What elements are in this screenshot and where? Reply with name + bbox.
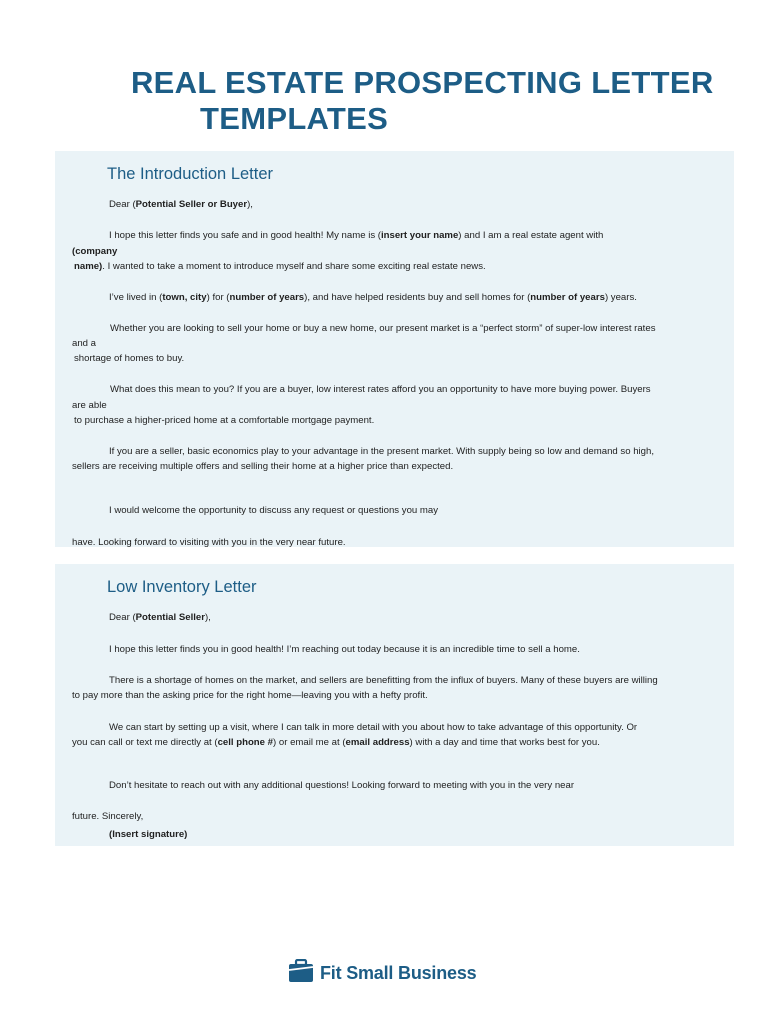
low-inventory-letter-card: [55, 564, 734, 846]
intro-p4-line2: are able: [72, 400, 107, 411]
inventory-p4-line1: Don’t hesitate to reach out with any additional questions! Looking forward to meeting with you in the very near: [109, 780, 575, 791]
intro-p3-line3: shortage of homes to buy.: [74, 353, 185, 364]
briefcase-icon: [288, 959, 314, 988]
intro-p3-line2: and a: [72, 338, 97, 349]
intro-p4-line3: to purchase a higher-priced home at a comfortable mortgage payment.: [74, 415, 375, 426]
inventory-greeting: Dear (Potential Seller),: [109, 612, 211, 623]
intro-p1-line3: name). I wanted to take a moment to introduce myself and share some exciting real estate news.: [74, 261, 486, 272]
intro-p5-line1: If you are a seller, basic economics play to your advantage in the present market. With supply being so low and demand so high,: [109, 446, 655, 457]
inventory-p2-line1: There is a shortage of homes on the market, and sellers are benefitting from the influx of buyers. Many of these buyers are willing: [109, 675, 658, 686]
intro-p4-line1: What does this mean to you? If you are a buyer, low interest rates afford you an opportunity to have more buying power. Buyers: [110, 384, 651, 395]
fit-small-business-logo: [288, 960, 476, 986]
inventory-p2-line2: to pay more than the asking price for the right home—leaving you with a hefty profit.: [72, 690, 428, 701]
intro-p3-line1: Whether you are looking to sell your home or buy a new home, our present market is a “perfect storm” of super-low interest rates: [110, 323, 656, 334]
title-line-2: TEMPLATES: [200, 101, 389, 136]
inventory-signature: (Insert signature): [109, 829, 188, 840]
intro-p5-line2: sellers are receiving multiple offers and selling their home at a higher price than expected.: [72, 461, 454, 472]
inventory-p3-line2: you can call or text me directly at (cell phone #) or email me at (email address) with a day and time that works best for you.: [72, 737, 600, 748]
intro-greeting: Dear (Potential Seller or Buyer),: [109, 199, 253, 210]
low-inventory-letter-heading: Low Inventory Letter: [107, 578, 257, 596]
introduction-letter-card: [55, 151, 734, 547]
inventory-p3-line1: We can start by setting up a visit, where I can talk in more detail with you about how to take advantage of this opportunity. Or: [109, 722, 638, 733]
intro-p1-line2: (company: [72, 246, 118, 257]
intro-p6-line2: have. Looking forward to visiting with you in the very near future.: [72, 537, 346, 547]
intro-p1-line1: I hope this letter finds you safe and in good health! My name is (insert your name) and I am a real estate agent with: [109, 230, 604, 241]
logo-text: Fit Small Business: [320, 962, 477, 983]
intro-p6-line1: I would welcome the opportunity to discuss any request or questions you may: [109, 505, 439, 516]
inventory-p1: I hope this letter finds you in good health! I’m reaching out today because it is an incredible time to sell a home.: [109, 644, 580, 655]
intro-p2: I’ve lived in (town, city) for (number of years), and have helped residents buy and sell homes for (number of years) years.: [109, 292, 637, 303]
introduction-letter-heading: The Introduction Letter: [107, 165, 274, 183]
inventory-p4-line2: future. Sincerely,: [72, 811, 144, 822]
title-line-1: REAL ESTATE PROSPECTING LETTER: [131, 65, 714, 100]
